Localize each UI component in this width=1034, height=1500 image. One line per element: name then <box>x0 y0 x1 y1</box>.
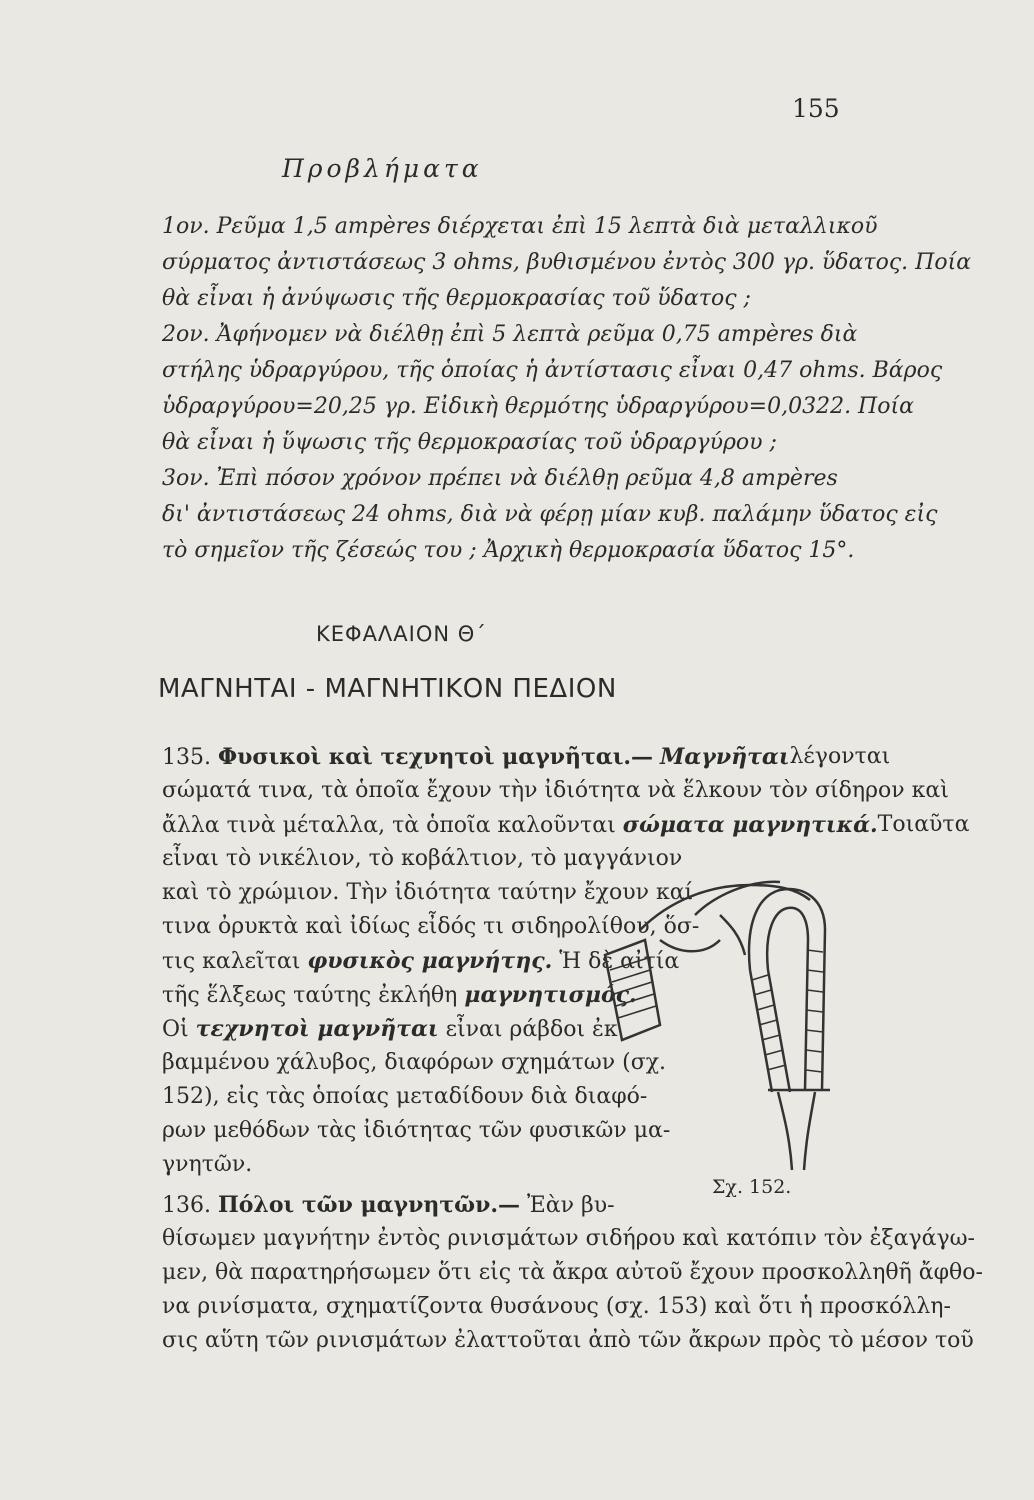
problem-line: 3ον. Ἐπὶ πόσον χρόνον πρέπει νὰ διέλθῃ ρεῦμα 4,8 ampères <box>162 466 838 491</box>
text-span: Ἐὰν βυ- <box>527 1193 615 1218</box>
armature-spool <box>605 940 660 1040</box>
problem-line: δι' ἀντιστάσεως 24 ohms, διὰ νὰ φέρῃ μίαν κυβ. παλάμην ὕδατος εἰς <box>162 502 938 527</box>
text-span: Ἡ δὲ αἰτία <box>559 949 680 974</box>
text-line: τινα ὀρυκτὰ καὶ ἰδίως εἶδός τι σιδηρολίθου, ὅσ- <box>162 914 700 939</box>
section-135-line-1 <box>162 742 891 773</box>
finger-outline <box>640 885 810 930</box>
chapter-label: ΚΕΦΑΛΑΙΟΝ Θ΄ <box>316 622 487 646</box>
text-span: τῆς ἕλξεως ταύτης ἐκλήθη <box>162 983 458 1008</box>
text-span: τις καλεῖται <box>162 949 301 974</box>
problem-line: 2ον. Ἀφήνομεν νὰ διέλθῃ ἐπὶ 5 λεπτὰ ρεῦμα 0,75 ampères διὰ <box>162 322 858 347</box>
text-span: Οἱ <box>162 1017 189 1042</box>
chapter-title: ΜΑΓΝΗΤΑΙ - ΜΑΓΝΗΤΙΚΟΝ ΠΕΔΙΟΝ <box>158 674 617 704</box>
section-heading: Πόλοι τῶν μαγνητῶν.— <box>217 1192 521 1218</box>
text-line: σις αὕτη τῶν ρινισμάτων ἐλαττοῦται ἀπὸ τῶν ἄκρων πρὸς τὸ μέσον τοῦ <box>162 1328 974 1353</box>
handle-left <box>778 1092 792 1170</box>
problem-line: θὰ εἶναι ἡ ἀνύψωσις τῆς θερμοκρασίας τοῦ ὕδατος ; <box>162 286 751 311</box>
text-span: εἶναι ράβδοι ἐκ <box>445 1017 618 1042</box>
text-span: Τοιαῦτα <box>877 812 970 837</box>
problem-line: ὑδραργύρου=20,25 γρ. Εἰδικὴ θερμότης ὑδραργύρου=0,0322. Ποία <box>162 394 914 419</box>
magnet-illustration <box>600 860 850 1180</box>
text-line: εἶναι τὸ νικέλιον, τὸ κοβάλτιον, τὸ μαγγάνιον <box>162 846 683 871</box>
problem-line: τὸ σημεῖον τῆς ζέσεώς του ; Ἀρχικὴ θερμοκρασία ὕδατος 15°. <box>162 538 855 563</box>
text-line: θίσωμεν μαγνήτην ἐντὸς ρινισμάτων σιδήρου καὶ κατόπιν τὸν ἐξαγάγω- <box>162 1226 975 1251</box>
page-number: 155 <box>792 94 840 123</box>
text-line: καὶ τὸ χρώμιον. Τὴν ἰδιότητα ταύτην ἔχουν καί <box>162 880 694 905</box>
text-line <box>162 1014 618 1045</box>
problems-title: Προβλήματα <box>282 154 483 183</box>
problem-line: στήλης ὑδραργύρου, τῆς ὁποίας ἡ ἀντίστασις εἶναι 0,47 ohms. Βάρος <box>162 358 943 383</box>
text-line <box>162 980 637 1011</box>
figure-caption: Σχ. 152. <box>712 1176 792 1198</box>
text-line: γνητῶν. <box>162 1152 253 1177</box>
section-heading: Φυσικοὶ καὶ τεχνητοὶ μαγνῆται.— <box>217 744 654 770</box>
problem-line: θὰ εἶναι ἡ ὕψωσις τῆς θερμοκρασίας τοῦ ὑδραργύρου ; <box>162 430 777 455</box>
text-span: λέγονται <box>789 744 891 769</box>
text-line: μεν, θὰ παρατηρήσωμεν ὅτι εἰς τὰ ἄκρα αὐτοῦ ἔχουν προσκολληθῆ ἄφθο- <box>162 1260 983 1285</box>
term: φυσικὸς μαγνήτης. <box>307 948 553 974</box>
text-line: βαμμένου χάλυβος, διαφόρων σχημάτων (σχ. <box>162 1050 667 1075</box>
section-number: 135. <box>162 745 211 770</box>
text-span: ἄλλα τινὰ μέταλλα, τὰ ὁποῖα καλοῦνται <box>162 813 616 838</box>
problem-line: σύρματος ἀντιστάσεως 3 ohms, βυθισμένου ἐντὸς 300 γρ. ὕδατος. Ποία <box>162 250 972 275</box>
text-line <box>162 810 970 841</box>
term: σώματα μαγνητικά. <box>622 812 878 838</box>
problem-line: 1ον. Ρεῦμα 1,5 ampères διέρχεται ἐπὶ 15 λεπτὰ διὰ μεταλλικοῦ <box>162 214 878 239</box>
term: Μαγνῆται <box>660 744 790 770</box>
text-line: σώματά τινα, τὰ ὁποῖα ἔχουν τὴν ἰδιότητα νὰ ἕλκουν τὸν σίδηρον καὶ <box>162 778 949 803</box>
text-line: 152), εἰς τὰς ὁποίας μεταδίδουν διὰ διαφό- <box>162 1084 648 1109</box>
text-line <box>162 946 680 977</box>
text-line: να ρινίσματα, σχηματίζοντα θυσάνους (σχ. 153) καὶ ὅτι ἡ προσκόλλη- <box>162 1294 951 1319</box>
text-line: ρων μεθόδων τὰς ἰδιότητας τῶν φυσικῶν μα- <box>162 1118 671 1143</box>
section-136-line-1 <box>162 1190 615 1221</box>
section-number: 136. <box>162 1193 211 1218</box>
term: μαγνητισμός. <box>464 982 637 1008</box>
magnet-right-arm <box>749 889 825 1090</box>
term: τεχνητοὶ μαγνῆται <box>195 1016 439 1042</box>
